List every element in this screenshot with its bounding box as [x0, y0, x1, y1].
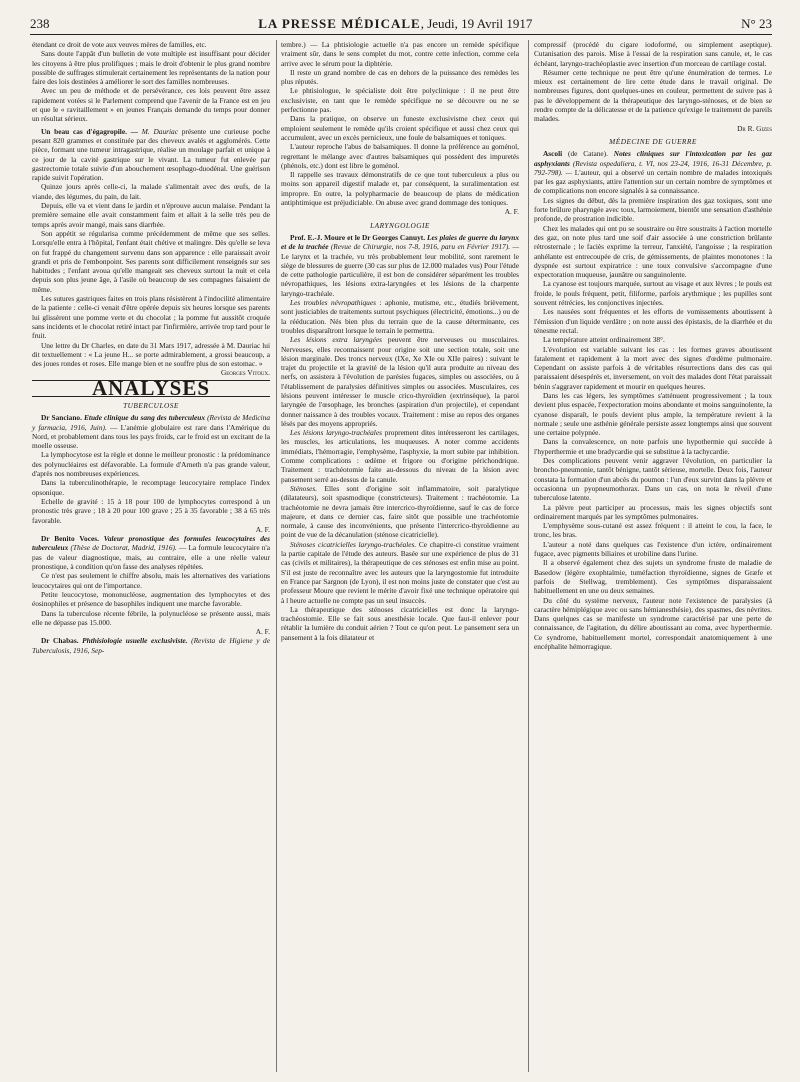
- column-3: [534, 40, 772, 651]
- source: (Revue de Chirurgie, nos 7-8, 1916, paru en Février 1917). —: [330, 242, 519, 252]
- journal-title: LA PRESSE MÉDICALE, Jeudi, 19 Avril 1917: [258, 16, 533, 31]
- paragraph: L'auteur a noté dans quelques cas l'existence d'un ictère, ordinairement fugace, avec pigments biliaires et urobiline dans l'urine.: [534, 539, 772, 559]
- paragraph: Dans la tuberculose récente fébrile, la polynucléose se présente aussi, mais elle ne dépasse pas 15.000.: [32, 608, 270, 627]
- paragraph: Les nausées sont fréquentes et les efforts de vomissements aboutissent à l'émission d'un liquide verdâtre ; on note aussi des épistaxis, de la diarrhée et du ténesme rectal.: [534, 307, 772, 335]
- source: (Revista de Medicina y farmacia, 1916, Juin).: [32, 413, 270, 432]
- paragraph: Des complications peuvent venir aggraver l'évolution, en particulier la broncho-pneumonie, tantôt bénigne, tantôt sérieuse, mortelle. Deux fois, l'auteur constata la formation d'un abcès du poumon : l'un d'eux survint dans la plèvre et occasionna un pyopneumothorax. Dans un cas, on nota le réveil d'une tuberculose latente.: [534, 456, 772, 503]
- paragraph: Dans la pratique, on observe un funeste exclusivisme chez ceux qui emploient seulement le remède qu'ils croient spécifique et aussi chez ceux qui accumulent, avec un excès pernicieux, une foule de balsamiques et toniques.: [281, 114, 519, 142]
- paragraph: Il rappelle ses travaux démonstratifs de ce que tout tuberculeux a plus ou moins son appareil digestif malade et, par conséquent, la suralimentation est impropre. En outre, la polypharmacie de beaucoup de plans de médication antiphtimique est préjudiciable. On abuse avec grand dommage des toniques.: [281, 170, 519, 208]
- author: M. Dauriac: [141, 126, 178, 136]
- paragraph: Les troubles névropathiques : aphonie, mutisme, etc., étudiés brièvement, sont justiciables de traitements surtout psychiques (électricité, émotions...) ou de la rééducation. Nés bien plus du terrain que de la cause déterminante, ces troubles disparaîtront lorsque le terrain le permettra.: [281, 298, 519, 335]
- paragraph: Du côté du système nerveux, l'auteur note l'existence de paralysies (à caractère hémiplégique avec ou sans hémianesthésie), des spasmes, des névrites. Dans quelques cas se manifeste un syndrome caractérisé par une perte de connaissance, de l'agitation, du délire aboutissant au coma, avec hyperthermie. Ce syndrome, habituellement mortel, correspondait anatomiquement à une encéphalite hémorragique.: [534, 595, 772, 651]
- source: (Revista ospedaliera, t. VI, nos 23-24, 1916, 16-31 Décembre, p. 792-798). —: [534, 158, 773, 177]
- subsection-title: TUBERCULOSE: [123, 400, 179, 410]
- section-title-analyses: ANALYSES: [32, 380, 270, 397]
- page-number: 238: [30, 16, 50, 31]
- article-title: Notes cliniques sur l'intoxication par les gaz asphyxiants: [534, 149, 773, 168]
- paragraph: Avec un peu de méthode et de persévérance, ces lois peuvent être assez rapidement votées si le Parlement comprend que l'avenir de la France est en jeu et que le « ravitaillement » en jeunes Français demande du temps pour donner un résultat sérieux.: [32, 86, 270, 124]
- paragraph: Petite leucocytose, mononucléose, augmentation des lymphocytes et des éosinophiles et présence de basophiles indiquent une marche favorable.: [32, 589, 270, 609]
- paragraph: Les sutures gastriques faites en trois plans résistèrent à l'indocilité alimentaire de la patiente : celle-ci venait d'être opérée depuis six heures lorsque ses parents lui glissèrent une pomme verte et du chocolat ; la pomme fut aussitôt croquée sans incidents et le chocolat retiré intact par l'infirmière, arrivée trop tard pour le fruit.: [32, 294, 270, 341]
- paragraph: [32, 636, 270, 655]
- source: (Thèse de Doctorat, Madrid, 1916).: [70, 543, 177, 553]
- author: Prof. E.-J. Moure et le Dr Georges Canuyt.: [290, 232, 426, 242]
- paragraph: Les signes du début, dès la première inspiration des gaz toxiques, sont une forte brûlure pharyngée avec toux, larmoiement, bientôt une sensation d'asthénie profonde, de prostration indicible.: [534, 195, 772, 224]
- paragraph: Un beau cas d'égagropile. — M. Dauriac présente une curieuse poche pesant 820 grammes et constituée par des cheveux avalés et agglomérés. Cette pièce, formant une tumeur intragastrique, réalise un moulage parfait et unique à ce jour de la cavité gastrique sur le vivant. La tumeur fut enlevée par gastrectomie totale suivie d'un abouchement œsophago-duodénal. Une guérison rapide suivit l'opération.: [32, 126, 270, 183]
- paragraph: Sténoses cicatricielles laryngo-trachéales. Ce chapitre-ci constitue vraiment la partie capitale de l'étude des auteurs. Basée sur une expérience de plus de 31 cas (civils et militaires), la thérapeutique de ces sténoses est enfin mise au point. S'il est juste de reconnaître avec les auteurs que la laryngostomie fut introduite en France par Sargnon (de Lyon), il est non moins juste de constater que c'est au professeur Moure que revient le mérite d'avoir fixé une technique opératoire qui à l heure actuelle ne compte pas un seul insuccès.: [281, 539, 519, 605]
- paragraph: Sans doute l'appât d'un bulletin de vote multiple est insuffisant pour décider les citoyens à être plus prolifiques ; mais le droit d'obtenir le plus grand nombre possible de suffrages stimulerait certainement les représentants de la nation pour faire des lois destinées à améliorer le sort des familles nombreuses.: [32, 49, 270, 87]
- article-title: Etude clinique du sang des tuberculeux: [84, 413, 206, 423]
- signature: Dr R. Gizes: [737, 123, 772, 133]
- signature: A. F.: [255, 524, 270, 534]
- issue-date: , Jeudi, 19 Avril 1917: [420, 16, 533, 31]
- subsection-title: LARYNGOLOGIE: [370, 220, 430, 230]
- paragraph: Echelle de gravité : 15 à 18 pour 100 de lymphocytes correspond à un pronostic très grave ; 18 à 20 pour 100 grave ; 25 à 35 favorable ; 38 à 65 très favorable.: [32, 496, 270, 525]
- column-1: [32, 40, 270, 655]
- paragraph: Ce n'est pas seulement le chiffre absolu, mais les alternatives des variations leucocytaires qui ont de l'importance.: [32, 571, 270, 590]
- paragraph: Chez les malades qui ont pu se soustraire ou être soustraits à l'action mortelle des gaz, on note plus tard une soif d'air associée à une constriction brûlante rétrosternale ; le faciès exprime la terreur, l'anxiété, l'angoisse ; la respiration anhélante est entrecoupée de cris, de gémissements, de plaintes monotones : la dyspnée est surtout expiratrice : une toux convulsive s'accompagne d'une expectoration muqueuse, jaunâtre ou sanguinolente.: [534, 223, 772, 280]
- paragraph: La lymphocytose est la règle et donne le meilleur pronostic : la prédominance des polynucléaires est défavorable. La formule d'Arneth n'a pas grande valeur, d'après nos nombreuses expériences.: [32, 450, 270, 479]
- article-title: Les plaies de guerre du larynx et de la trachée: [281, 232, 520, 252]
- paragraph: La cyanose est toujours marquée, surtout au visage et aux lèvres ; le pouls est froide, le pouls fréquent, petit, filiforme, parfois arythmique ; les pupilles sont souvent rétrécies, les conjonctives injectées.: [534, 279, 772, 308]
- paragraph: La plèvre peut participer au processus, mais les signes objectifs sont ordinairement marqués par les symptômes pulmonaires.: [534, 502, 772, 521]
- paragraph: Sténoses. Elles sont d'origine soit inflammatoire, soit paralytique (dilatateurs), soit spasmodique (constricteurs). Traitement : trachéotomie. La trachéotomie ne devra jamais être intercrico-thyroïdienne, sauf le cas de force majeure, et dans ce dernier cas, faire sitôt que possible une trachéotomie normale, à cause des inconvénients, que présente l'intercrico-thyroïdienne au point de vue de la décanulation (sténose cicatricielle).: [281, 483, 519, 540]
- paragraph: compressif (procédé du cigare iodoformé, ou simplement aseptique). Cutanisation des parois. Mise à l'essai de la respiration sans canule, et, le cas échéant, laryngo-trachéoplastie avec insertion d'un morceau de cartilage costal.: [534, 40, 772, 68]
- article-title: Valeur pronostique des formules leucocytaires des tuberculeux: [32, 534, 270, 553]
- paragraph: Une lettre du Dr Charles, en date du 31 Mars 1917, adressée à M. Dauriac lui dit textuellement : « La jeune H... se porte admirablement, a grossi beaucoup, a des joues rondes et roses. Elle mange bien et ne souffre plus de son estomac. »: [32, 340, 270, 369]
- column-divider: [276, 40, 277, 1072]
- source: (Revista de Higiene y de Tuberculosis, 1916, Sep-: [32, 636, 270, 655]
- column-divider: [528, 40, 529, 1072]
- issue-number: N° 23: [741, 16, 772, 31]
- paragraph: Ascoli (de Catane). Notes cliniques sur l'intoxication par les gaz asphyxiants (Revista ospedaliera, t. VI, nos 23-24, 1916, 16-31 Décembre, p. 792-798). — L'auteur, qui a observé un certain nombre de malades intoxiqués par les gaz asphyxiants, attire l'attention sur un certain nombre de symptômes et de complications non encore signalés à sa connaissance.: [534, 149, 773, 196]
- paragraph: Le phtisiologue, le spécialiste doit être polyclinique : il ne peut être exclusiviste, en tant que le remède spécifique ne se découvre ou ne se perfectionne pas.: [281, 86, 519, 115]
- page-header: [30, 12, 772, 35]
- paragraph: Les lésions laryngo-trachéales proprement dites intéresseront les cartilages, les muscles, les articulations, les muqueuses. A noter comme accidents immédiats, l'hémorragie, l'emphysème, l'asphyxie, la mort subite par inhibition. Comme complications : œdème et frigore ou d'origine périchondrique. Traitement : trachéotomie faite au-dessous du niveau de la lésion avec pansement serré au-dessus de la canule.: [281, 428, 519, 484]
- author: Ascoli: [543, 149, 563, 159]
- paragraph: Il a observé également chez des sujets un syndrome fruste de maladie de Basedow (légère exophtalmie, tuméfaction thyroïdienne, signes de Græfe et parfois de Stellwag, tremblement). Ces symptômes disparaissaient habituellement en une ou deux semaines.: [534, 558, 772, 596]
- paragraph: Résumer cette technique ne peut être qu'une énumération de termes. Le mieux est certainement de lire cette étude dans le travail original. De nombreuses figures, dont quelques-unes en couleur, permettent de suivre pas à pas le développement de la thérapeutique des laryngo-sténoses, et de bien se rendre compte de la délicatesse et de la patience qu'exige le traitement de pareils malades.: [534, 67, 772, 124]
- paragraph: L'auteur reproche l'abus de balsamiques. Il donne la préférence au goménol, regrettant le mélange avec d'autres balsamiques qui possèdent des impuretés (phénols, etc.) dont est libre le goménol.: [281, 142, 519, 170]
- paragraph: tembre.) — La phtisiologie actuelle n'a pas encore un remède spécifique vraiment sûr, dans le sens complet du mot, contre cette infection, comme cela arrive avec le sérum pour la diphtérie.: [281, 40, 519, 68]
- author: Dr Benito Voces.: [41, 534, 99, 544]
- signature: Georges Vitoux.: [220, 368, 270, 378]
- subsection-title: MÉDECINE DE GUERRE: [609, 136, 697, 146]
- article-heading: Un beau cas d'égagropile. —: [41, 126, 139, 136]
- paragraph: Dr Sanciano. Etude clinique du sang des tuberculeux (Revista de Medicina y farmacia, 1916, Juin). — L'anémie globulaire est rare dans l'Amérique du Nord, et probablement dans tous les pays froids, car le froid est un excitant de la moelle osseuse.: [32, 413, 270, 451]
- column-2: [281, 40, 519, 642]
- paragraph: Son appétit se régularisa comme précédemment de même que ses selles. Lorsqu'elle entra à l'hôpital, l'enfant était chétive et malingre. Dès qu'elle se leva on fut frappé du changement survenu dans son apparence : elle paraissait avoir grandi et pris de l'embonpoint. Ses parents sont difficilement renseignés sur ses habitudes ; l'enfant avoua qu'elle mangeait ses cheveux surtout la nuit et cela depuis son plus jeune âge, à l'asile où beaucoup de ses compagnes faisaient de même.: [32, 228, 270, 294]
- paragraph: L'emphysème sous-cutané est assez fréquent : il atteint le cou, la face, le tronc, les bras.: [534, 521, 772, 540]
- author: Dr Sanciano.: [41, 413, 82, 423]
- paragraph: Depuis, elle va et vient dans le jardin et n'éprouve aucun malaise. Pendant la première semaine elle avait constamment faim et allait à la selle très peu de temps après avoir mangé, mais sans diarrhée.: [32, 201, 270, 229]
- paragraph: L'évolution est variable suivant les cas : les formes graves aboutissent fatalement et rapidement à la mort avec des signes d'œdème pulmonaire. Cependant on assiste parfois à de véritables résurrections dans des cas qui paraissaient désespérés et, inversement, on voit des malades dont l'état paraissait bénin s'aggraver rapidement et mourir en quelques heures.: [534, 344, 772, 391]
- paragraph: Dans la convalescence, on note parfois une hypothermie qui succède à l'hyperthermie et une bradycardie qui se substitue à la tachycardie.: [534, 437, 772, 456]
- signature: A. F.: [255, 627, 270, 637]
- article-title: Phthisiologie usuelle exclusiviste.: [82, 636, 188, 646]
- paragraph: Quinze jours après celle-ci, la malade s'alimentait avec des œufs, de la viande, des légumes, du pain, du lait.: [32, 182, 270, 201]
- paragraph: Dr Benito Voces. Valeur pronostique des formules leucocytaires des tuberculeux (Thèse de Doctorat, Madrid, 1916). — La formule leucocytaire n'a pas de valeur diagnostique, mais, au contraire, elle a une réelle valeur pronostique, à condition qu'on fasse des analyses répétées.: [32, 534, 270, 572]
- paragraph: Dans les cas légers, les symptômes s'atténuent progressivement ; la toux devient plus espacée, l'expectoration moins abondante et moins sanguinolente, la cyanose disparaît, le pouls devient plus ample, la température revient à la normale ; seule une asthénie générale persiste assez longtemps ainsi que souvent une certaine polypnée.: [534, 390, 772, 438]
- paragraph: étendant ce droit de vote aux veuves mères de familles, etc.: [32, 40, 207, 49]
- paragraph: Il reste un grand nombre de cas en dehors de la puissance des remèdes les plus réputés.: [281, 67, 519, 87]
- author: Dr Chabas.: [41, 636, 79, 646]
- paragraph: Dans la tuberculinothérapie, le recomptage leucocytaire remplace l'index opsonique.: [32, 478, 270, 497]
- paragraph: Les lésions extra laryngées peuvent être nerveuses ou musculaires. Nerveuses, elles reconnaissent pour origine soit une section totale, soit une lésion marginale. Des troncs nerveux (IXe, Xe XIe ou XIIe paires) : suivant le trajet du projectile et la gravité de la lésion qu'il aura produite au niveau des nerfs, on assistera à l'évolution de parésies fugaces, simples ou associées, ou à l'établissement de paralysies définitives simples ou associées. Musculaires, ces lésions peuvent intéresser le muscle crico-thyroïdien (extrinsèque), la paroi laryngée de l'œsophage, les bronches (aspiration d'un projectile), et cependant donner naissance à des troubles vocaux. Traitement : mise au repos des organes lésés par des moyens appropriés.: [281, 335, 520, 428]
- paragraph: La température atteint ordinairement 38°.: [543, 335, 665, 345]
- paragraph: La thérapeutique des sténoses cicatricielles est donc la laryngo-trachéostomie. Elle se fait sous anesthésie locale. Que faut-il enlever pour rétablir la lumière du conduit aérien ? Tout ce qu'on peut. Le pansement sera un pansement à la fois dilatateur et: [281, 604, 519, 642]
- signature: A. F.: [504, 207, 519, 217]
- paragraph: Prof. E.-J. Moure et le Dr Georges Canuyt. Les plaies de guerre du larynx et de la trachée (Revue de Chirurgie, nos 7-8, 1916, paru en Février 1917). — Le larynx et la trachée, vu très probablement leur mobilité, sont rarement le siège de blessures de guerre (30 cas sur plus de 12.000 malades vus) Pour l'étude de cette pathologie particulière, il est bon de considérer séparément les troubles névropathiques, les lésions extra-laryngées et les lésions de la charpente laryngo-trachéale.: [281, 232, 520, 298]
